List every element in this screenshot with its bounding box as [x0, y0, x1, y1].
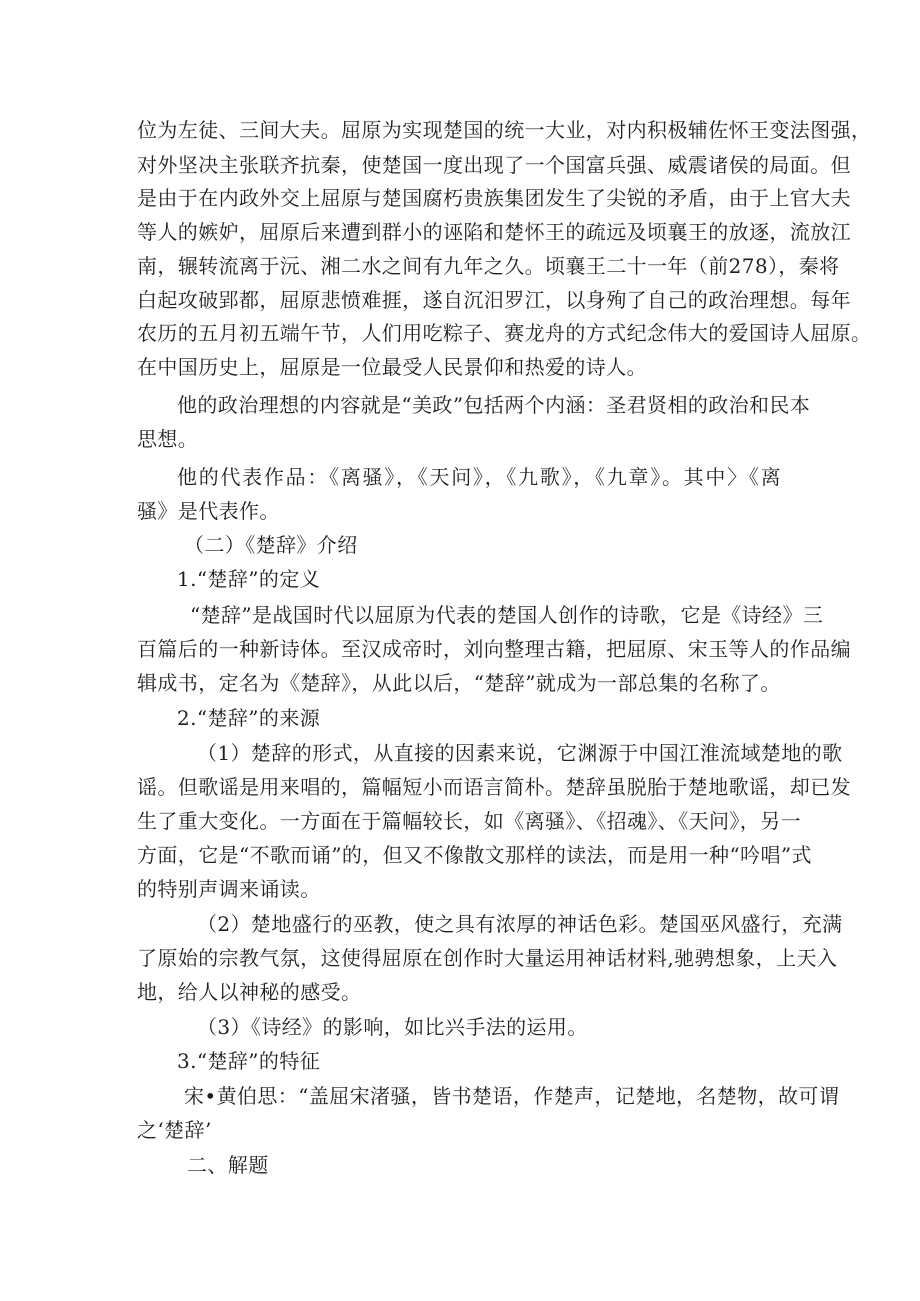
paragraph-line: 他的政治理想的内容就是“美政”包括两个内涵：圣君贤相的政治和民本: [177, 393, 811, 417]
paragraph-line: 宋•黄伯思：“盖屈宋渚骚，皆书楚语，作楚声，记楚地，名楚物，故可谓: [184, 1084, 840, 1108]
subsection-heading: 2.“楚辞”的来源: [177, 706, 321, 730]
paragraph-line: 位为左徒、三间大夫。屈原为实现楚国的统一大业，对内积极辅佐怀王变法图强，: [137, 118, 872, 142]
paragraph-line: 辑成书，定名为《楚辞》，从此以后，“楚辞”就成为一部总集的名称了。: [137, 671, 781, 695]
paragraph-line: 生了重大变化。一方面在于篇幅较长，如《离骚》、《招魂》、《天问》，另一: [137, 809, 801, 833]
paragraph-line: 的特别声调来诵读。: [137, 877, 321, 901]
paragraph-line: 地，给人以神秘的感受。: [137, 980, 362, 1004]
paragraph-line: 南，辗转流离于沅、湘二水之间有九年之久。顷襄王二十一年（前278），秦将: [137, 254, 840, 278]
paragraph-line: 之‘楚辞’: [137, 1118, 212, 1142]
section-heading: 二、解题: [187, 1153, 269, 1177]
paragraph-line: 骚》是代表作。: [137, 499, 280, 523]
paragraph-line: 对外坚决主张联齐抗秦，使楚国一度出现了一个国富兵强、威震诸侯的局面。但: [137, 153, 851, 177]
paragraph-line: （3）《诗经》的影响，如比兴手法的运用。: [197, 1015, 588, 1039]
paragraph-line: 谣。但歌谣是用来唱的，篇幅短小而语言简朴。楚辞虽脱胎于楚地歌谣，却已发: [137, 775, 851, 799]
subsection-heading: 1.“楚辞”的定义: [177, 567, 321, 591]
paragraph-line: （1）楚辞的形式，从直接的因素来说，它渊源于中国江淮流域楚地的歌: [197, 741, 843, 765]
subsection-heading: 3.“楚辞”的特征: [177, 1049, 321, 1073]
paragraph-line: 是由于在内政外交上屈原与楚国腐朽贵族集团发生了尖锐的矛盾，由于上官大夫: [137, 186, 851, 210]
paragraph-line: 他的代表作品：《离骚》，《天问》，《九歌》，《九章》。其中〉《离: [177, 465, 781, 489]
paragraph-line: 了原始的宗教气氛，这使得屈原在创作时大量运用神话材料,驰骋想象，上天入: [137, 946, 838, 970]
section-heading: （二）《楚辞》介绍: [184, 533, 358, 557]
paragraph-line: 百篇后的一种新诗体。至汉成帝时，刘向整理古籍，把屈原、宋玉等人的作品编: [137, 637, 851, 661]
paragraph-line: 方面，它是“不歌而诵”的，但又不像散文那样的读法，而是用一种“吟唱”式: [137, 843, 812, 867]
paragraph-line: 农历的五月初五端午节，人们用吃粽子、赛龙舟的方式纪念伟大的爱国诗人屈原。: [137, 321, 872, 345]
paragraph-line: 思想。: [137, 427, 199, 451]
paragraph-line: 在中国历史上，屈原是一位最受人民景仰和热爱的诗人。: [137, 355, 647, 379]
paragraph-line: “楚辞”是战国时代以屈原为代表的楚国人创作的诗歌，它是《诗经》三: [190, 603, 824, 627]
paragraph-line: 等人的嫉妒，屈原后来遭到群小的诬陷和楚怀王的疏远及顷襄王的放逐，流放江: [137, 220, 851, 244]
paragraph-line: 白起攻破郢都，屈原悲愤难捱，遂自沉汨罗江，以身殉了自己的政治理想。每年: [137, 288, 851, 312]
paragraph-line: （2）楚地盛行的巫教，使之具有浓厚的神话色彩。楚国巫风盛行，充满: [197, 912, 843, 936]
